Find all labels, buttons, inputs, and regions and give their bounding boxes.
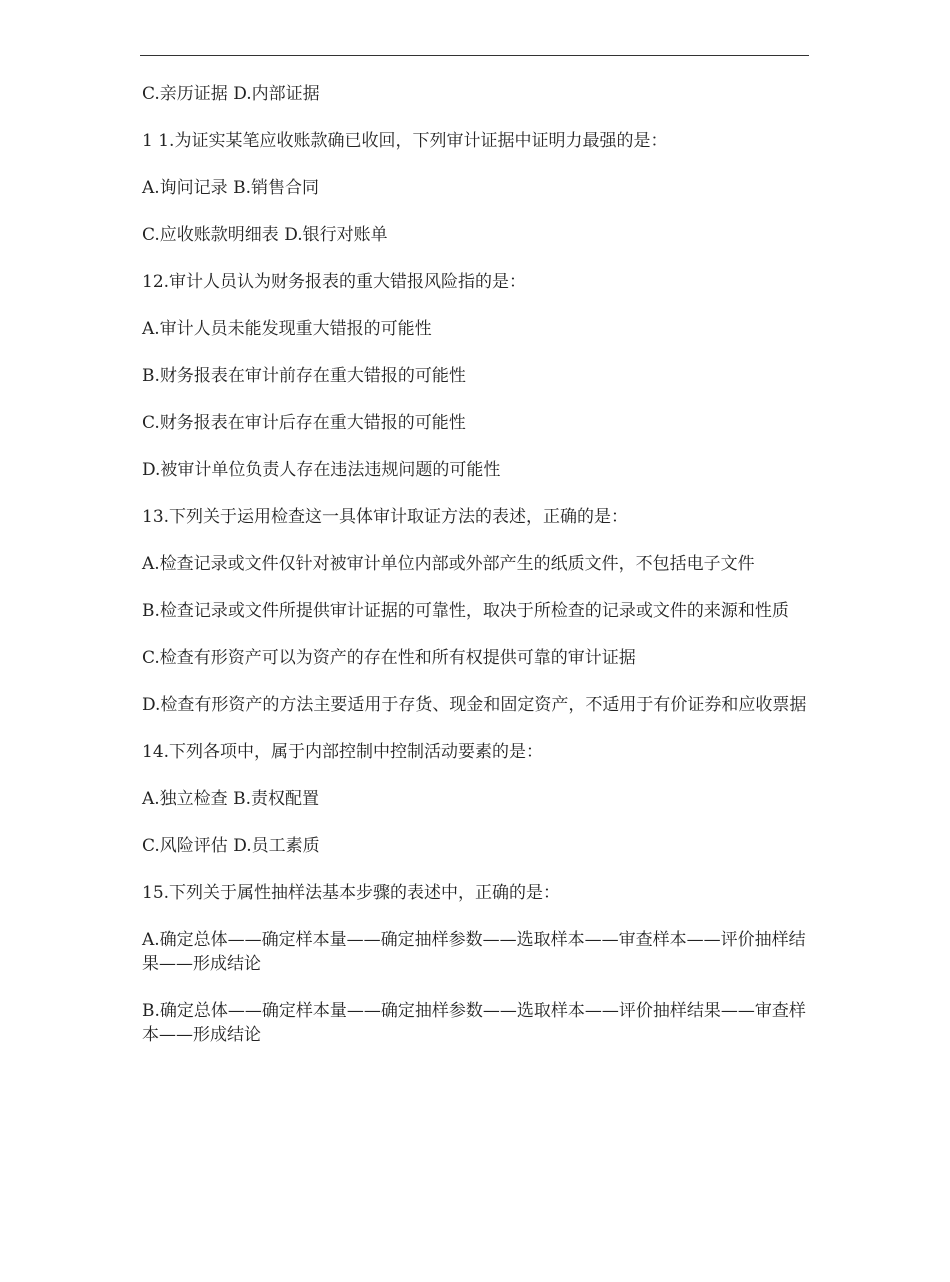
option-a: A.检查记录或文件仅针对被审计单位内部或外部产生的纸质文件，不包括电子文件 <box>142 554 755 574</box>
question-14: 14.下列各项中，属于内部控制中控制活动要素的是： <box>142 742 544 762</box>
question-11: 1 1.为证实某笔应收账款确已收回，下列审计证据中证明力最强的是： <box>142 131 668 151</box>
header-rule <box>140 55 809 56</box>
option-line: C.亲历证据 D.内部证据 <box>142 84 320 104</box>
option-c: C.检查有形资产可以为资产的存在性和所有权提供可靠的审计证据 <box>142 648 636 668</box>
document-body <box>142 82 810 1070</box>
option-line: C.风险评估 D.员工素质 <box>142 836 320 856</box>
option-line: C.应收账款明细表 D.银行对账单 <box>142 225 388 245</box>
option-b: B.确定总体——确定样本量——确定抽样参数——选取样本——评价抽样结果——审查样本——形成结论 <box>142 1001 806 1045</box>
option-b: B.财务报表在审计前存在重大错报的可能性 <box>142 366 466 386</box>
option-line: A.询问记录 B.销售合同 <box>142 178 319 198</box>
option-d: D.检查有形资产的方法主要适用于存货、现金和固定资产，不适用于有价证券和应收票据 <box>142 695 807 715</box>
question-13: 13.下列关于运用检查这一具体审计取证方法的表述，正确的是： <box>142 507 629 527</box>
option-b: B.检查记录或文件所提供审计证据的可靠性，取决于所检查的记录或文件的来源和性质 <box>142 601 789 621</box>
option-c: C.财务报表在审计后存在重大错报的可能性 <box>142 413 466 433</box>
question-15: 15.下列关于属性抽样法基本步骤的表述中，正确的是： <box>142 883 561 903</box>
question-12: 12.审计人员认为财务报表的重大错报风险指的是： <box>142 272 527 292</box>
option-line: A.独立检查 B.责权配置 <box>142 789 319 809</box>
option-a: A.审计人员未能发现重大错报的可能性 <box>142 319 432 339</box>
option-a: A.确定总体——确定样本量——确定抽样参数——选取样本——审查样本——评价抽样结果——形成结论 <box>142 930 806 974</box>
option-d: D.被审计单位负责人存在违法违规问题的可能性 <box>142 460 501 480</box>
